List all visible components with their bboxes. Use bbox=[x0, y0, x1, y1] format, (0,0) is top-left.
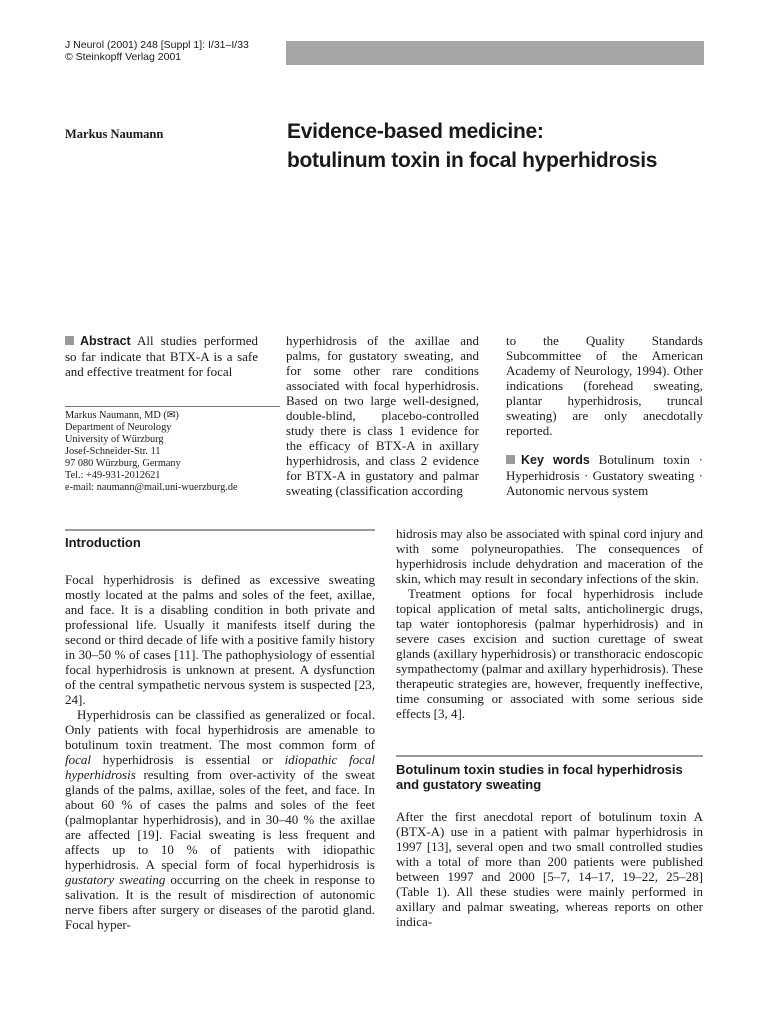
title-line-2: botulinum toxin in focal hyperhidrosis bbox=[287, 149, 658, 172]
intro-heading: Introduction bbox=[65, 535, 141, 550]
intro-p2-italic-focal: focal bbox=[65, 752, 91, 767]
contact-dept: Department of Neurology bbox=[65, 422, 172, 433]
citation-line-1: J Neurol (2001) 248 [Suppl 1]: I/31–I/33 bbox=[65, 39, 249, 51]
title-line-1: Evidence-based medicine: bbox=[287, 120, 544, 143]
section2-heading: Botulinum toxin studies in focal hyperhidrosis and gustatory sweating bbox=[396, 762, 683, 792]
abstract-text-1: All studies performed so far indicate that BTX-A is a safe and effective treatment for focal bbox=[65, 333, 258, 379]
contact-name: Markus Naumann, MD (✉) bbox=[65, 410, 179, 421]
intro-p2-text-a: Hyperhidrosis can be classified as generalized or focal. Only patients with focal hyperhidrosis are amenable to botulinum toxin treatment. The most common form of bbox=[65, 707, 375, 752]
section2-body bbox=[396, 809, 703, 929]
contact-city: 97 080 Würzburg, Germany bbox=[65, 458, 181, 469]
correspondence-address bbox=[65, 406, 280, 494]
abstract-text-3: to the Quality Standards Subcommittee of the American Academy of Neurology, 1994). Other indications (forehead sweating, plantar hyperhidrosis, truncal sweating) are only anecdotally reported. bbox=[506, 333, 703, 438]
keywords bbox=[506, 452, 703, 498]
intro-p2-italic-idiopathic: idiopathic focal hyperhidrosis bbox=[65, 752, 375, 782]
keywords-text: Botulinum toxin · Hyperhidrosis · Gustatory sweating · Autonomic nervous system bbox=[506, 452, 704, 498]
abstract-square-icon bbox=[65, 336, 74, 345]
abstract-col-2: hyperhidrosis of the axillae and palms, for gustatory sweating, and for some other rare conditions associated with focal hyperhidrosis. Based on two large well-designed, double-blind, placebo-controlled study there is class 1 evidence for the efficacy of BTX-A in axillary hyperhidrosis, and class 2 evidence for BTX-A in gustatory and palmar sweating (classification according bbox=[286, 333, 479, 498]
intro-p2-text-b: hyperhidrosis is essential or bbox=[91, 752, 285, 767]
intro-paragraph-1: Focal hyperhidrosis is defined as excessive sweating mostly located at the palms and soles of the feet, axillae, and face. It is a disabling condition in both private and professional life. Usually it manifests itself during the second or third decade of life with a positive family history in 30–50 % of cases [11]. The pathophysiology of essential focal hyperhidrosis is unknown at present. A dysfunction of the central sympathetic nervous system is suspected [23, 24]. bbox=[65, 572, 375, 707]
section2-paragraph-1: After the first anecdotal report of botulinum toxin A (BTX-A) use in a patient with palmar hyperhidrosis in 1997 [13], several open and two small controlled studies with a total of more than 200 patients were published between 1997 and 2000 [5–7, 14–17, 19–22, 25–28] (Table 1). All these studies were mainly performed in axillary and palmar sweating, whereas reports on other indica- bbox=[396, 809, 703, 929]
intro-paragraph-3: hidrosis may also be associated with spinal cord injury and with some polyneuropathies. The consequences of hyperhidrosis include dehydration and maceration of the skin, which may result in secondary infections of the skin. bbox=[396, 526, 703, 586]
header-bar bbox=[286, 41, 704, 65]
journal-citation bbox=[65, 39, 249, 63]
intro-p2-italic-gustatory: gustatory sweating bbox=[65, 872, 166, 887]
intro-paragraph-2 bbox=[65, 707, 375, 932]
abstract-col-1 bbox=[65, 333, 258, 379]
article-title bbox=[287, 117, 717, 175]
intro-rule bbox=[65, 529, 375, 531]
section2-rule bbox=[396, 755, 703, 757]
keywords-label: Key words bbox=[521, 453, 590, 467]
contact-email[interactable]: e-mail: naumann@mail.uni-wuerzburg.de bbox=[65, 482, 238, 493]
abstract-label: Abstract bbox=[80, 334, 131, 348]
contact-street: Josef-Schneider-Str. 11 bbox=[65, 446, 161, 457]
abstract-col-3 bbox=[506, 333, 703, 498]
intro-p2-text-c: resulting from over-activity of the sweat glands of the palms, axillae, soles of the feet, and face. In about 60 % of cases the palms and soles of the feet (palmoplantar hyperhidrosis), and in 30–40 % the axillae are affected [19]. Facial sweating is less frequent and affects up to 10 % of patients with idiopathic hyperhidrosis. A special form of focal hyperhidrosis is bbox=[65, 767, 375, 872]
intro-body bbox=[65, 572, 375, 932]
keywords-square-icon bbox=[506, 455, 515, 464]
intro-p2-text-d: occurring on the cheek in response to salivation. It is the result of misdirection of autonomic nerve fibers after surgery or diseases of the parotid gland. Focal hyper- bbox=[65, 872, 375, 932]
citation-line-2: © Steinkopff Verlag 2001 bbox=[65, 51, 182, 63]
intro-body-continued bbox=[396, 526, 703, 721]
author-name: Markus Naumann bbox=[65, 127, 164, 141]
contact-tel: Tel.: +49-931-2012621 bbox=[65, 470, 161, 481]
contact-univ: University of Würzburg bbox=[65, 434, 164, 445]
intro-paragraph-4: Treatment options for focal hyperhidrosis include topical application of metal salts, anticholinergic drugs, tap water iontophoresis (palmar hyperhidrosis) and in severe cases excision and suction curettage of sweat glands (axillary hyperhidrosis) or transthoracic endoscopic sympathectomy (palmar and axillary hyperhidrosis). These therapeutic strategies are, however, frequently ineffective, time consuming or associated with some serious side effects [3, 4]. bbox=[396, 586, 703, 721]
